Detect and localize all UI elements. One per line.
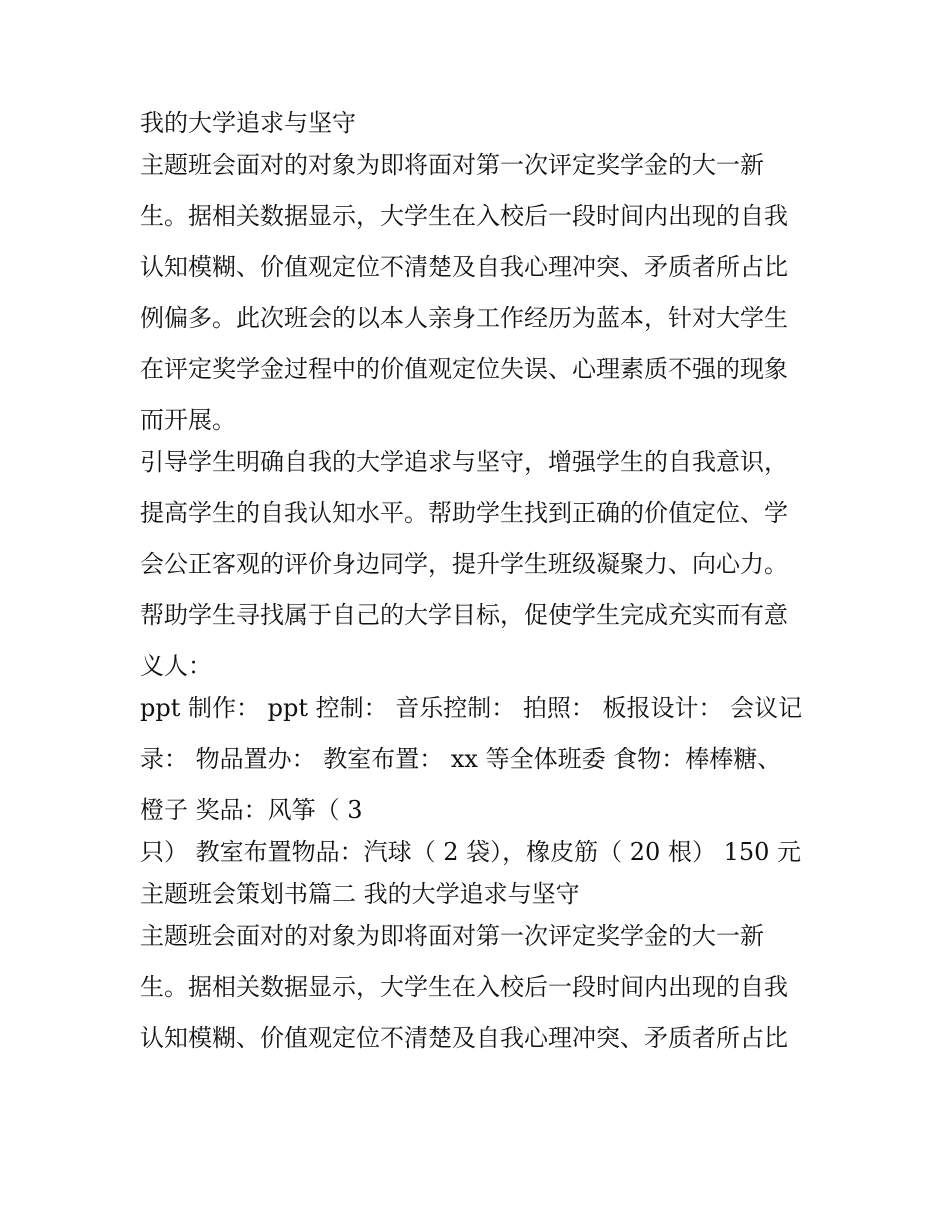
paragraph-line: 生。据相关数据显示，大学生在入校后一段时间内出现的自我	[140, 202, 788, 230]
paragraph-line: 例偏多。此次班会的以本人亲身工作经历为蓝本，针对大学生	[140, 304, 788, 332]
document-title: 我的大学追求与坚守	[140, 109, 356, 137]
paragraph-line: 义人：	[140, 652, 212, 680]
paragraph-line: 在评定奖学金过程中的价值观定位失误、心理素质不强的现象	[140, 355, 788, 383]
paragraph-line: 录： 物品置办： 教室布置： xx 等全体班委 食物：棒棒糖、	[140, 745, 782, 773]
paragraph-line: 引导学生明确自我的大学追求与坚守，增强学生的自我意识，	[140, 448, 788, 476]
paragraph-roles	[140, 695, 816, 823]
budget-line: 只） 教室布置物品：汽球（ 2 袋），橡皮筋（ 20 根） 150 元	[140, 838, 802, 866]
paragraph-line: 橙子 奖品：风筝（ 3	[140, 796, 363, 824]
paragraph-line: ppt 制作： ppt 控制： 音乐控制： 拍照： 板报设计： 会议记	[140, 694, 803, 722]
document-body	[140, 110, 816, 1067]
paragraph-line: 帮助学生寻找属于自己的大学目标，促使学生完成充实而有意	[140, 601, 788, 629]
paragraph-line: 生。据相关数据显示，大学生在入校后一段时间内出现的自我	[140, 973, 788, 1001]
paragraph-line: 认知模糊、价值观定位不清楚及自我心理冲突、矛质者所占比	[140, 253, 788, 281]
paragraph-line: 提高学生的自我认知水平。帮助学生找到正确的价值定位、学	[140, 499, 788, 527]
paragraph-line: 会公正客观的评价身边同学，提升学生班级凝聚力、向心力。	[140, 550, 788, 578]
paragraph-line: 主题班会面对的对象为即将面对第一次评定奖学金的大一新	[140, 922, 764, 950]
section-heading: 主题班会策划书篇二 我的大学追求与坚守	[140, 880, 580, 908]
paragraph-intro	[140, 152, 816, 433]
paragraph-line: 认知模糊、价值观定位不清楚及自我心理冲突、矛质者所占比	[140, 1024, 788, 1052]
paragraph-line: 主题班会面对的对象为即将面对第一次评定奖学金的大一新	[140, 151, 764, 179]
paragraph-repeat	[140, 923, 816, 1051]
paragraph-goals	[140, 449, 816, 679]
paragraph-line: 而开展。	[140, 406, 236, 434]
